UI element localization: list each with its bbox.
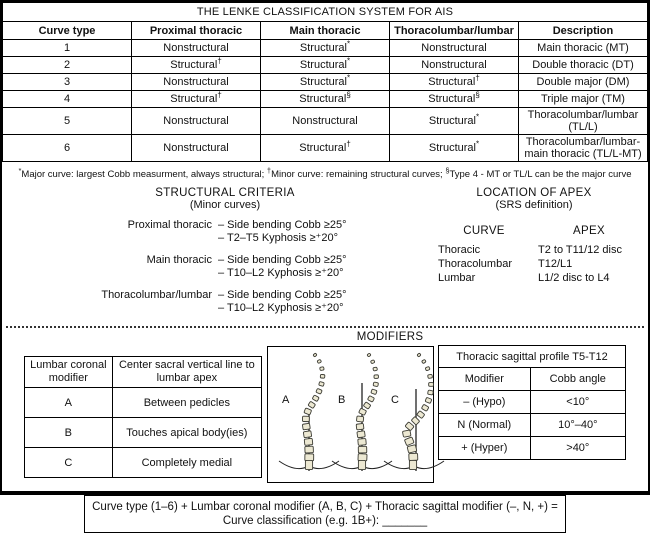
criteria-label: Proximal thoracic: [127, 219, 212, 232]
vertebra: [312, 395, 319, 402]
criteria-label: Main thoracic: [146, 254, 212, 267]
vertebra: [370, 360, 374, 364]
lumbar-coronal-modifier-table: [24, 356, 262, 478]
sagittal-cell: N (Normal): [439, 414, 531, 437]
curve-table-cell: [3, 135, 132, 162]
criteria-lines: [218, 254, 346, 280]
vertebra: [402, 430, 411, 437]
cell-text: Structural: [299, 76, 347, 88]
curve-table-col-header: Description: [519, 22, 648, 40]
spine-illustration: [267, 346, 434, 483]
cell-text: Thoracolumbar/lumbar (TL/L): [527, 109, 639, 133]
sagittal-table-title: Thoracic sagittal profile T5-T12: [439, 346, 626, 368]
cell-superscript: †: [217, 90, 222, 100]
curve-table-row: [3, 91, 648, 108]
curve-table-cell: [519, 108, 648, 135]
lumbar-row: [25, 388, 262, 418]
cell-text: Double thoracic (DT): [532, 59, 634, 71]
curve-table-cell: [132, 91, 261, 108]
curve-table-cell: [132, 108, 261, 135]
lumbar-row: [25, 418, 262, 448]
vertebra: [407, 445, 417, 453]
apex-cell: T2 to T11/12 disc: [538, 244, 622, 257]
curve-table-cell: [261, 40, 390, 57]
curve-table-row: [3, 74, 648, 91]
lumbar-cell: B: [25, 418, 113, 448]
lumbar-table-body: [25, 388, 262, 478]
cell-text: Triple major (TM): [541, 93, 625, 105]
cell-text: Nonstructural: [163, 42, 229, 54]
vertebra: [357, 439, 366, 446]
cell-text: Structural: [428, 93, 476, 105]
cell-superscript: *: [346, 56, 351, 66]
apex-cell: Thoracolumbar: [438, 258, 512, 271]
cell-text: Structural: [299, 142, 347, 154]
vertebra: [372, 367, 377, 371]
curve-table-cell: [261, 135, 390, 162]
vertebra: [356, 424, 364, 430]
vertebra: [370, 389, 376, 395]
apex-cell: Lumbar: [438, 272, 476, 285]
footnote-text: Minor curve: remaining structural curves;: [271, 169, 446, 181]
vertebra: [411, 417, 420, 426]
curve-table-row: [3, 108, 648, 135]
criteria-line: – Side bending Cobb ≥25°: [218, 289, 347, 302]
curve-table-row: [3, 40, 648, 57]
criteria-section: [2, 187, 648, 324]
vertebra: [304, 439, 313, 446]
vertebra: [358, 461, 365, 470]
sagittal-cell: <10°: [530, 391, 625, 414]
criteria-line: – T2–T5 Kyphosis ≥⁺20°: [218, 232, 338, 245]
cell-text: Structural: [299, 93, 347, 105]
footnote: [2, 166, 648, 180]
sagittal-col-header: Cobb angle: [530, 368, 625, 391]
vertebra: [366, 353, 370, 357]
spine-panel-label: A: [281, 394, 289, 407]
curve-table-cell: [3, 91, 132, 108]
cell-superscript: †: [475, 73, 480, 83]
cell-superscript: *: [346, 39, 351, 49]
sagittal-cell: – (Hypo): [439, 391, 531, 414]
vertebra: [373, 382, 378, 387]
lumbar-table-header-row: [25, 357, 262, 388]
apex-cell: L1/2 disc to L4: [538, 272, 610, 285]
curve-table-col-header: Proximal thoracic: [132, 22, 261, 40]
curve-table-cell: [261, 57, 390, 74]
vertebra: [363, 402, 371, 409]
curve-table-cell: [390, 74, 519, 91]
sagittal-cell: >40°: [530, 437, 625, 460]
figure-title-row: [3, 3, 648, 22]
cell-text: Structural: [428, 142, 476, 154]
vertebra: [356, 416, 363, 422]
curve-table-body: [3, 40, 648, 162]
cell-text: Nonstructural: [163, 142, 229, 154]
cell-text: 5: [63, 115, 71, 127]
vertebra: [404, 422, 413, 431]
cell-text: 1: [63, 42, 71, 54]
structural-criteria-items: [60, 219, 390, 315]
apex-cell: Thoracic: [438, 244, 481, 257]
curve-table-cell: [132, 135, 261, 162]
vertebra: [304, 446, 313, 453]
curve-table-cell: [519, 40, 648, 57]
structural-criteria-block: [60, 187, 390, 324]
cell-text: Nonstructural: [292, 115, 358, 127]
classification-formula-box: [84, 495, 566, 533]
sagittal-table-header-row: [439, 368, 626, 391]
curve-table-cell: [132, 74, 261, 91]
vertebra: [404, 437, 414, 446]
cell-text: Nonstructural: [421, 59, 487, 71]
apex-cell: T12/L1: [538, 258, 573, 271]
curve-table-head: [3, 3, 648, 40]
apex-table: [434, 225, 634, 285]
vertebra: [356, 431, 364, 438]
vertebra: [421, 404, 429, 411]
vertebra: [304, 454, 313, 461]
criteria-lines: [218, 289, 346, 315]
curve-table-cell: [132, 57, 261, 74]
curve-table-cell: [390, 40, 519, 57]
curve-table-cell: [519, 91, 648, 108]
vertebra: [320, 375, 325, 379]
cell-text: Nonstructural: [163, 115, 229, 127]
curve-table-cell: [390, 57, 519, 74]
cell-text: 2: [63, 59, 71, 71]
lumbar-cell: A: [25, 388, 113, 418]
modifiers-title: MODIFIERS: [356, 331, 424, 344]
vertebra: [317, 359, 321, 363]
footnote-text: Type 4 - MT or TL/L can be the major curve: [449, 169, 632, 181]
vertebra: [358, 446, 367, 453]
vertebra: [312, 353, 316, 357]
thoracic-sagittal-table: [438, 345, 626, 460]
sagittal-row: [439, 437, 626, 460]
cell-text: Structural: [170, 59, 218, 71]
cell-superscript: *: [346, 73, 351, 83]
sagittal-row: [439, 414, 626, 437]
curve-table-cell: [261, 108, 390, 135]
vertebra: [367, 396, 374, 403]
vertebra: [302, 423, 310, 430]
cell-superscript: §: [346, 90, 351, 100]
cell-text: Structural: [170, 93, 218, 105]
vertebra: [425, 367, 430, 371]
curve-table-row: [3, 57, 648, 74]
curve-table-cell: [390, 135, 519, 162]
curve-table-cell: [3, 74, 132, 91]
lumbar-col-header: Lumbar coronal modifier: [25, 357, 113, 388]
formula-line2: [91, 514, 559, 528]
vertebra: [358, 408, 366, 415]
cell-superscript: †: [217, 56, 222, 66]
sagittal-table-body: [439, 391, 626, 460]
vertebra: [319, 367, 324, 371]
vertebra: [409, 461, 416, 470]
curve-table-cell: [519, 74, 648, 91]
spine-diagram-svg: [268, 347, 435, 484]
figure-title: THE LENKE CLASSIFICATION SYSTEM FOR AIS: [3, 3, 648, 22]
cell-superscript: §: [475, 90, 480, 100]
criteria-line: – Side bending Cobb ≥25°: [218, 219, 347, 232]
criteria-line: – T10–L2 Kyphosis ≥⁺20°: [218, 302, 344, 315]
curve-type-table: [2, 2, 648, 162]
formula-line1: Curve type (1–6) + Lumbar coronal modifier (A, B, C) + Thoracic sagittal modifier (–, N, +) =: [92, 501, 558, 514]
vertebra: [408, 453, 417, 460]
structural-criteria-subtitle: (Minor curves): [189, 199, 261, 212]
criteria-line: – Side bending Cobb ≥25°: [218, 254, 347, 267]
criteria-label: Thoracolumbar/lumbar: [101, 289, 212, 302]
footnote-symbol: §: [445, 166, 450, 175]
structural-criteria-title: STRUCTURAL CRITERIA: [155, 187, 295, 200]
curve-table-cell: [3, 40, 132, 57]
spine-panel-label: B: [337, 394, 345, 407]
curve-table-cell: [390, 91, 519, 108]
formula-line2-text: Curve classification (e.g. 1B+):: [222, 515, 380, 528]
vertebra: [427, 390, 433, 395]
spine-panel-label: C: [390, 394, 399, 407]
apex-block: [434, 187, 634, 324]
apex-title: LOCATION OF APEX: [476, 187, 592, 200]
cell-text: Double major (DM): [536, 76, 630, 88]
cell-text: 4: [63, 93, 71, 105]
footnote-symbol: *: [18, 166, 22, 175]
cell-text: 3: [63, 76, 71, 88]
footnote-text: Major curve: largest Cobb measurment, always structural;: [21, 169, 267, 181]
sagittal-cell: 10°–40°: [530, 414, 625, 437]
cell-superscript: *: [475, 112, 480, 122]
formula-blank: _______: [382, 515, 428, 528]
curve-table-row: [3, 135, 648, 162]
cell-text: Structural: [428, 76, 476, 88]
lumbar-col-header: Center sacral vertical line to lumbar apex: [112, 357, 261, 388]
sagittal-col-header: Modifier: [439, 368, 531, 391]
apex-col-header: APEX: [573, 225, 605, 238]
curve-table-cell: [3, 57, 132, 74]
lumbar-cell: C: [25, 448, 113, 478]
cell-superscript: †: [346, 139, 351, 149]
cell-text: Main thoracic (MT): [537, 42, 629, 54]
vertebra: [425, 397, 432, 403]
sagittal-row: [439, 391, 626, 414]
lumbar-cell: Completely medial: [112, 448, 261, 478]
lumbar-row: [25, 448, 262, 478]
criteria-item: [60, 289, 390, 315]
curve-table-cell: [261, 91, 390, 108]
cell-text: Thoracolumbar/lumbar-main thoracic (TL/L-MT): [524, 136, 642, 160]
cell-text: Structural: [299, 59, 347, 71]
curve-table-header-row: [3, 22, 648, 40]
cell-text: Nonstructural: [421, 42, 487, 54]
dotted-divider: [6, 326, 644, 328]
criteria-lines: [218, 219, 346, 245]
footnote-symbol: †: [266, 166, 272, 175]
vertebra: [416, 411, 424, 419]
vertebra: [303, 431, 311, 438]
curve-table-cell: [519, 57, 648, 74]
vertebra: [315, 388, 321, 394]
lumbar-cell: Touches apical body(ies): [112, 418, 261, 448]
curve-table-cell: [519, 135, 648, 162]
apex-subtitle: (SRS definition): [495, 199, 573, 212]
cell-text: Structural: [428, 115, 476, 127]
vertebra: [373, 375, 377, 379]
vertebra: [416, 353, 420, 357]
curve-table-cell: [390, 108, 519, 135]
curve-table-col-header: Curve type: [3, 22, 132, 40]
curve-table-cell: [261, 74, 390, 91]
vertebra: [357, 454, 366, 461]
criteria-line: – T10–L2 Kyphosis ≥⁺20°: [218, 267, 344, 280]
vertebra: [302, 416, 309, 422]
curve-table-col-header: Thoracolumbar/lumbar: [390, 22, 519, 40]
vertebra: [303, 408, 311, 415]
sagittal-table-title-row: [439, 346, 626, 368]
cell-text: 6: [63, 142, 71, 154]
modifiers-section: [2, 345, 648, 483]
lumbar-cell: Between pedicles: [112, 388, 261, 418]
criteria-item: [60, 254, 390, 280]
curve-table-col-header: Main thoracic: [261, 22, 390, 40]
curve-table-cell: [3, 108, 132, 135]
vertebra: [428, 383, 433, 387]
criteria-item: [60, 219, 390, 245]
curve-table-cell: [132, 40, 261, 57]
vertebra: [427, 374, 432, 378]
cell-superscript: *: [475, 139, 480, 149]
cell-text: Nonstructural: [163, 76, 229, 88]
vertebra: [318, 382, 324, 387]
sagittal-cell: + (Hyper): [439, 437, 531, 460]
apex-col-header: CURVE: [463, 225, 505, 238]
vertebra: [305, 461, 312, 470]
cell-text: Structural: [299, 42, 347, 54]
vertebra: [307, 401, 315, 408]
vertebra: [421, 359, 426, 363]
